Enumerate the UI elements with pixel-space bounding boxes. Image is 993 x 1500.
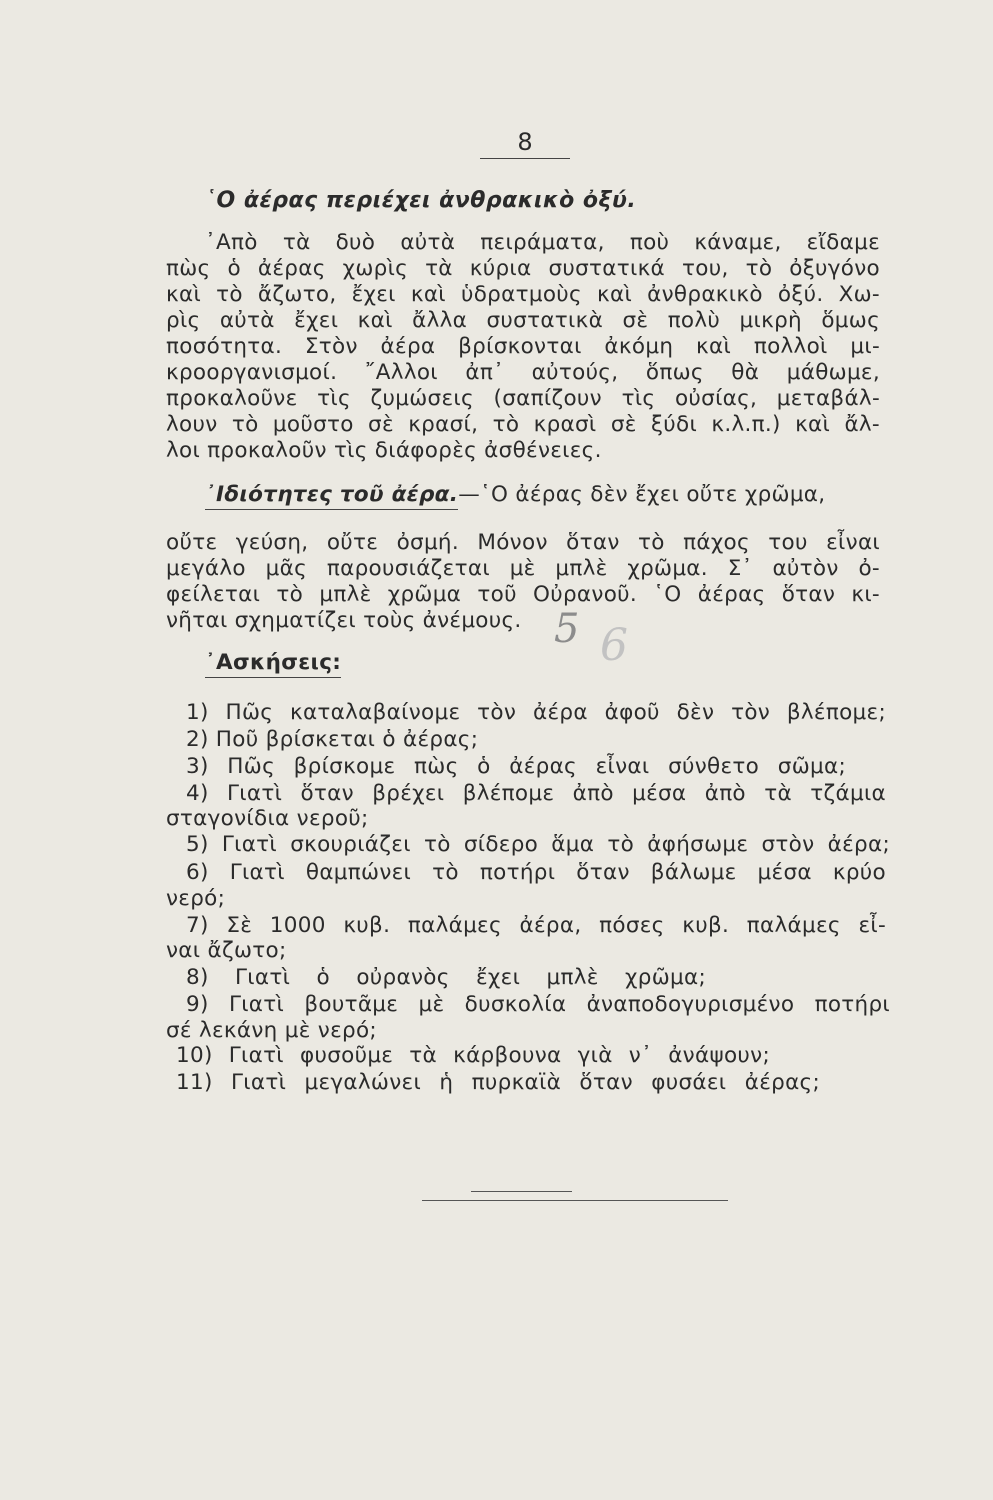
paragraph-line: ρὶς αὐτὰ ἔχει καὶ ἄλλα συστατικὰ σὲ πολὺ μικρὴ ὅμως [166, 308, 880, 333]
section-heading-carbonic-acid: ῾Ο ἀέρας περιέχει ἀνθρακικὸ ὀξύ. [205, 188, 637, 213]
end-rule-long [422, 1200, 728, 1201]
exercise-line: 4) Γιατὶ ὅταν βρέχει βλέπομε ἀπὸ μέσα ἀπὸ τὰ τζάμια [186, 781, 886, 806]
exercise-line: νερό; [166, 886, 226, 911]
exercise-line: 11) Γιατὶ μεγαλώνει ἡ πυρκαϊὰ ὅταν φυσάει ἀέρας; [176, 1070, 820, 1095]
paragraph-line: νῆται σχηματίζει τοὺς ἀνέμους. [166, 608, 522, 633]
exercise-line: 7) Σὲ 1000 κυβ. παλάμες ἀέρα, πόσες κυβ. παλάμες εἶ- [186, 913, 886, 938]
exercise-line: 2) Ποῦ βρίσκεται ὁ ἀέρας; [186, 727, 479, 752]
paragraph-line: φείλεται τὸ μπλὲ χρῶμα τοῦ Οὐρανοῦ. ῾Ο ἀέρας ὅταν κι- [166, 582, 880, 607]
exercise-line: ναι ἄζωτο; [166, 938, 287, 963]
exercise-line: 10) Γιατὶ φυσοῦμε τὰ κάρβουνα γιὰ ν᾿ ἀνάψουν; [176, 1043, 770, 1068]
exercise-line: 6) Γιατὶ θαμπώνει τὸ ποτήρι ὅταν βάλωμε μέσα κρύο [186, 860, 886, 885]
exercise-line: 1) Πῶς καταλαβαίνομε τὸν ἀέρα ἀφοῦ δὲν τὸν βλέπομε; [186, 700, 886, 725]
exercises-heading: ᾿Ασκήσεις: [205, 650, 341, 675]
paragraph-line: λουν τὸ μοῦστο σὲ κρασί, τὸ κρασὶ σὲ ξύδι κ.λ.π.) καὶ ἄλ- [166, 412, 880, 437]
paragraph-line: καὶ τὸ ἄζωτο, ἔχει καὶ ὑδρατμοὺς καὶ ἀνθρακικὸ ὀξύ. Χω- [166, 282, 880, 307]
handwritten-mark-6: 6 [600, 620, 628, 671]
paragraph-line: πὼς ὁ ἀέρας χωρὶς τὰ κύρια συστατικά του, τὸ ὀξυγόνο [166, 256, 880, 281]
end-rule-short [471, 1191, 572, 1192]
properties-first-text: —῾Ο ἀέρας δὲν ἔχει οὔτε χρῶμα, [458, 482, 826, 507]
exercise-line: 3) Πῶς βρίσκομε πὼς ὁ ἀέρας εἶναι σύνθετο σῶμα; [186, 754, 846, 779]
paragraph-line: προκαλοῦνε τὶς ζυμώσεις (σαπίζουν τὶς οὐσίας, μεταβάλ- [166, 386, 880, 411]
exercise-line: σταγονίδια νεροῦ; [166, 806, 369, 831]
paragraph-line: μεγάλο μᾶς παρουσιάζεται μὲ μπλὲ χρῶμα. Σ᾿ αὐτὸν ὀ- [166, 556, 880, 581]
handwritten-mark-5: 5 [554, 606, 580, 652]
paragraph-line: οὔτε γεύση, οὔτε ὀσμή. Μόνον ὅταν τὸ πάχος του εἶναι [166, 530, 880, 555]
paragraph-line: κροοργανισμοί. ῎Αλλοι ἀπ᾿ αὐτούς, ὅπως θὰ μάθωμε, [166, 360, 880, 385]
properties-heading: ᾿Ιδιότητες τοῦ ἀέρα. [205, 482, 458, 510]
paragraph-line: λοι προκαλοῦν τὶς διάφορὲς ἀσθένειες. [166, 438, 602, 463]
exercise-line: σέ λεκάνη μὲ νερό; [166, 1018, 377, 1043]
exercise-line: 8) Γιατὶ ὁ οὐρανὸς ἔχει μπλὲ χρῶμα; [186, 965, 706, 990]
properties-paragraph-first-line [205, 482, 825, 507]
exercise-line: 9) Γιατὶ βουτᾶμε μὲ δυσκολία ἀναποδογυρισμένο ποτήρι [186, 992, 890, 1017]
page-number: 8 [480, 128, 570, 159]
exercise-line: 5) Γιατὶ σκουριάζει τὸ σίδερο ἅμα τὸ ἀφήσωμε στὸν ἀέρα; [186, 832, 890, 857]
paragraph-line: ᾿Απὸ τὰ δυὸ αὐτὰ πειράματα, ποὺ κάναμε, εἴδαμε [205, 230, 880, 255]
paragraph-line: ποσότητα. Στὸν ἀέρα βρίσκονται ἀκόμη καὶ πολλοὶ μι- [166, 334, 880, 359]
